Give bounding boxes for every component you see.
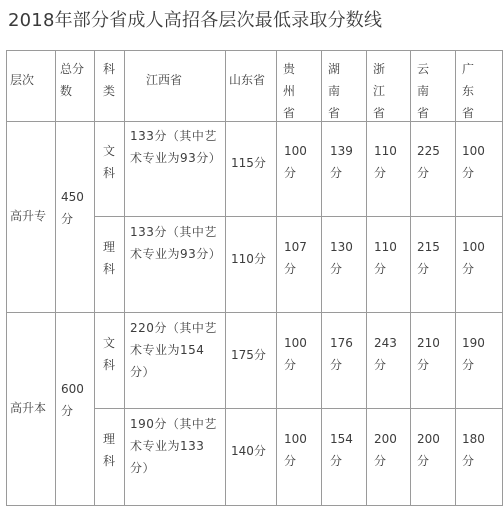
column-divider <box>410 50 411 506</box>
header-hunan: 湖南省 <box>328 62 349 121</box>
group-level: 高升专 <box>10 209 47 223</box>
row-guizhou: 100分 <box>284 432 307 469</box>
row-jiangxi: 220分（其中艺术专业为154分） <box>130 321 217 380</box>
row-shandong: 175分 <box>231 348 266 362</box>
row-subject: 理科 <box>103 432 116 469</box>
header-jiangxi: 江西省 <box>146 73 183 87</box>
column-divider <box>455 50 456 506</box>
table-title: 2018年部分省成人高招各层次最低录取分数线 <box>8 10 383 31</box>
row-guizhou: 100分 <box>284 144 307 181</box>
row-yunnan: 200分 <box>417 432 440 469</box>
row-jiangxi: 133分（其中艺术专业为93分） <box>130 129 222 166</box>
column-divider <box>55 50 56 506</box>
group-level: 高升本 <box>10 401 47 415</box>
row-guangdong: 180分 <box>462 432 485 469</box>
row-zhejiang: 110分 <box>374 144 397 181</box>
row-guangdong: 100分 <box>462 144 485 181</box>
group-total: 450分 <box>61 190 84 227</box>
row-hunan: 139分 <box>330 144 353 181</box>
row-guangdong: 190分 <box>462 336 485 373</box>
header-level: 层次 <box>10 73 35 87</box>
row-hunan: 154分 <box>330 432 353 469</box>
column-divider <box>366 50 367 506</box>
header-guizhou: 贵州省 <box>283 62 304 121</box>
column-divider <box>225 50 226 506</box>
row-divider <box>94 216 503 217</box>
row-divider <box>94 408 503 409</box>
row-zhejiang: 243分 <box>374 336 397 373</box>
row-guizhou: 107分 <box>284 240 307 277</box>
header-total: 总分数 <box>60 62 85 99</box>
header-shandong: 山东省 <box>229 73 266 87</box>
group-total: 600分 <box>61 382 84 419</box>
row-shandong: 140分 <box>231 444 266 458</box>
row-jiangxi: 190分（其中艺术专业为133分） <box>130 417 217 476</box>
group-divider <box>6 312 503 313</box>
row-shandong: 115分 <box>231 156 266 170</box>
column-divider <box>276 50 277 506</box>
row-jiangxi: 133分（其中艺术专业为93分） <box>130 225 222 262</box>
table-border-bottom <box>6 505 503 506</box>
row-guizhou: 100分 <box>284 336 307 373</box>
row-zhejiang: 110分 <box>374 240 397 277</box>
table-border-right <box>502 50 503 506</box>
row-hunan: 176分 <box>330 336 353 373</box>
row-yunnan: 215分 <box>417 240 440 277</box>
column-divider <box>94 50 95 506</box>
row-hunan: 130分 <box>330 240 353 277</box>
row-subject: 文科 <box>103 144 116 181</box>
row-subject: 理科 <box>103 240 116 277</box>
row-shandong: 110分 <box>231 252 266 266</box>
row-yunnan: 225分 <box>417 144 440 181</box>
table-border-left <box>6 50 7 506</box>
row-zhejiang: 200分 <box>374 432 397 469</box>
header-subject: 科类 <box>103 62 116 99</box>
table-border-top <box>6 50 503 51</box>
row-guangdong: 100分 <box>462 240 485 277</box>
header-guangdong: 广东省 <box>462 62 483 121</box>
row-yunnan: 210分 <box>417 336 440 373</box>
row-subject: 文科 <box>103 336 116 373</box>
column-divider <box>321 50 322 506</box>
header-zhejiang: 浙江省 <box>373 62 394 121</box>
column-divider <box>124 50 125 506</box>
header-yunnan: 云南省 <box>417 62 438 121</box>
